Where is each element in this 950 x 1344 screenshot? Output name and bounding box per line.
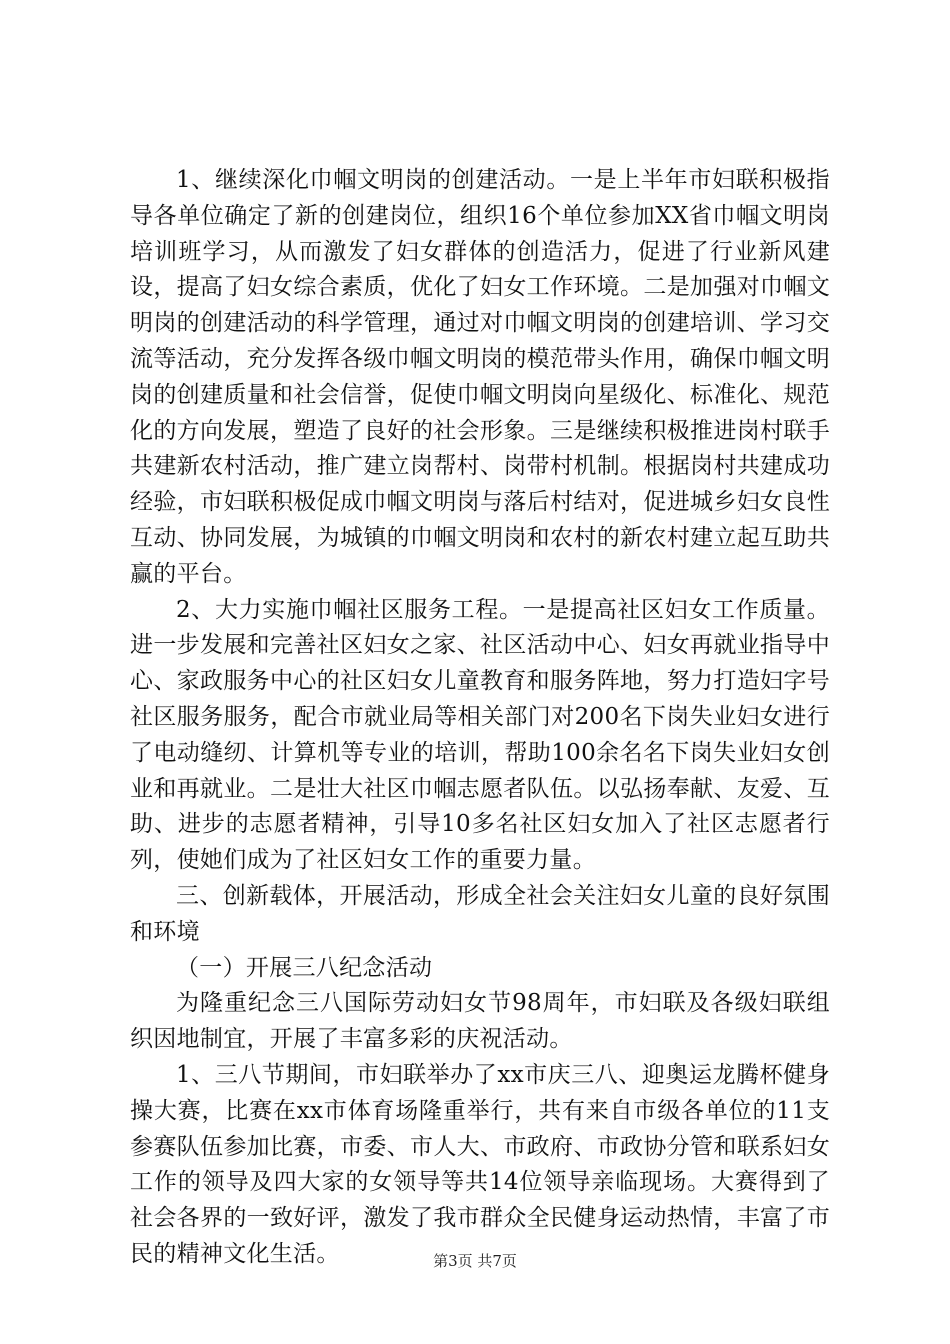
paragraph-intro-sanba: 为隆重纪念三八国际劳动妇女节98周年，市妇联及各级妇联组织因地制宜，开展了丰富多彩的庆祝活动。 xyxy=(130,990,830,1053)
paragraph-item-2-shequ-fuwu: 2、大力实施巾帼社区服务工程。一是提高社区妇女工作质量。进一步发展和完善社区妇女之家、社区活动中心、妇女再就业指导中心、家政服务中心的社区妇女儿童教育和服务阵地，努力打造妇字号社区服务服务，配合市就业局等相关部门对200名下岗失业妇女进行了电动缝纫、计算机等专业的培训，帮助100余名名下岗失业妇女创业和再就业。二是壮大社区巾帼志愿者队伍。以弘扬奉献、友爱、互助、进步的志愿者精神，引导10多名社区妇女加入了社区志愿者行列，使她们成为了社区妇女工作的重要力量。 xyxy=(130,596,830,874)
page-number-footer: 第3页 共7页 xyxy=(433,1252,517,1270)
subsection-heading-1: （一）开展三八纪念活动 xyxy=(176,954,433,981)
section-heading-3: 三、创新载体，开展活动，形成全社会关注妇女儿童的良好氛围和环境 xyxy=(130,882,830,945)
paragraph-item-1-wenminggang: 1、继续深化巾帼文明岗的创建活动。一是上半年市妇联积极指导各单位确定了新的创建岗位，组织16个单位参加XX省巾帼文明岗培训班学习，从而激发了妇女群体的创造活力，促进了行业新风建设，提高了妇女综合素质，优化了妇女工作环境。二是加强对巾帼文明岗的创建活动的科学管理，通过对巾帼文明岗的创建培训、学习交流等活动，充分发挥各级巾帼文明岗的模范带头作用，确保巾帼文明岗的创建质量和社会信誉，促使巾帼文明岗向星级化、标准化、规范化的方向发展，塑造了良好的社会形象。三是继续积极推进岗村联手共建新农村活动，推广建立岗帮村、岗带村机制。根据岗村共建成功经验，市妇联积极促成巾帼文明岗与落后村结对，促进城乡妇女良性互动、协同发展，为城镇的巾帼文明岗和农村的新农村建立起互助共赢的平台。 xyxy=(130,167,830,587)
document-body xyxy=(130,163,830,1273)
paragraph-item-1-jianshencao: 1、三八节期间，市妇联举办了xx市庆三八、迎奥运龙腾杯健身操大赛，比赛在xx市体育场隆重举行，共有来自市级各单位的11支参赛队伍参加比赛，市委、市人大、市政府、市政协分管和联系妇女工作的领导及四大家的女领导等共14位领导亲临现场。大赛得到了社会各界的一致好评，激发了我市群众全民健身运动热情，丰富了市民的精神文化生活。 xyxy=(130,1061,830,1267)
